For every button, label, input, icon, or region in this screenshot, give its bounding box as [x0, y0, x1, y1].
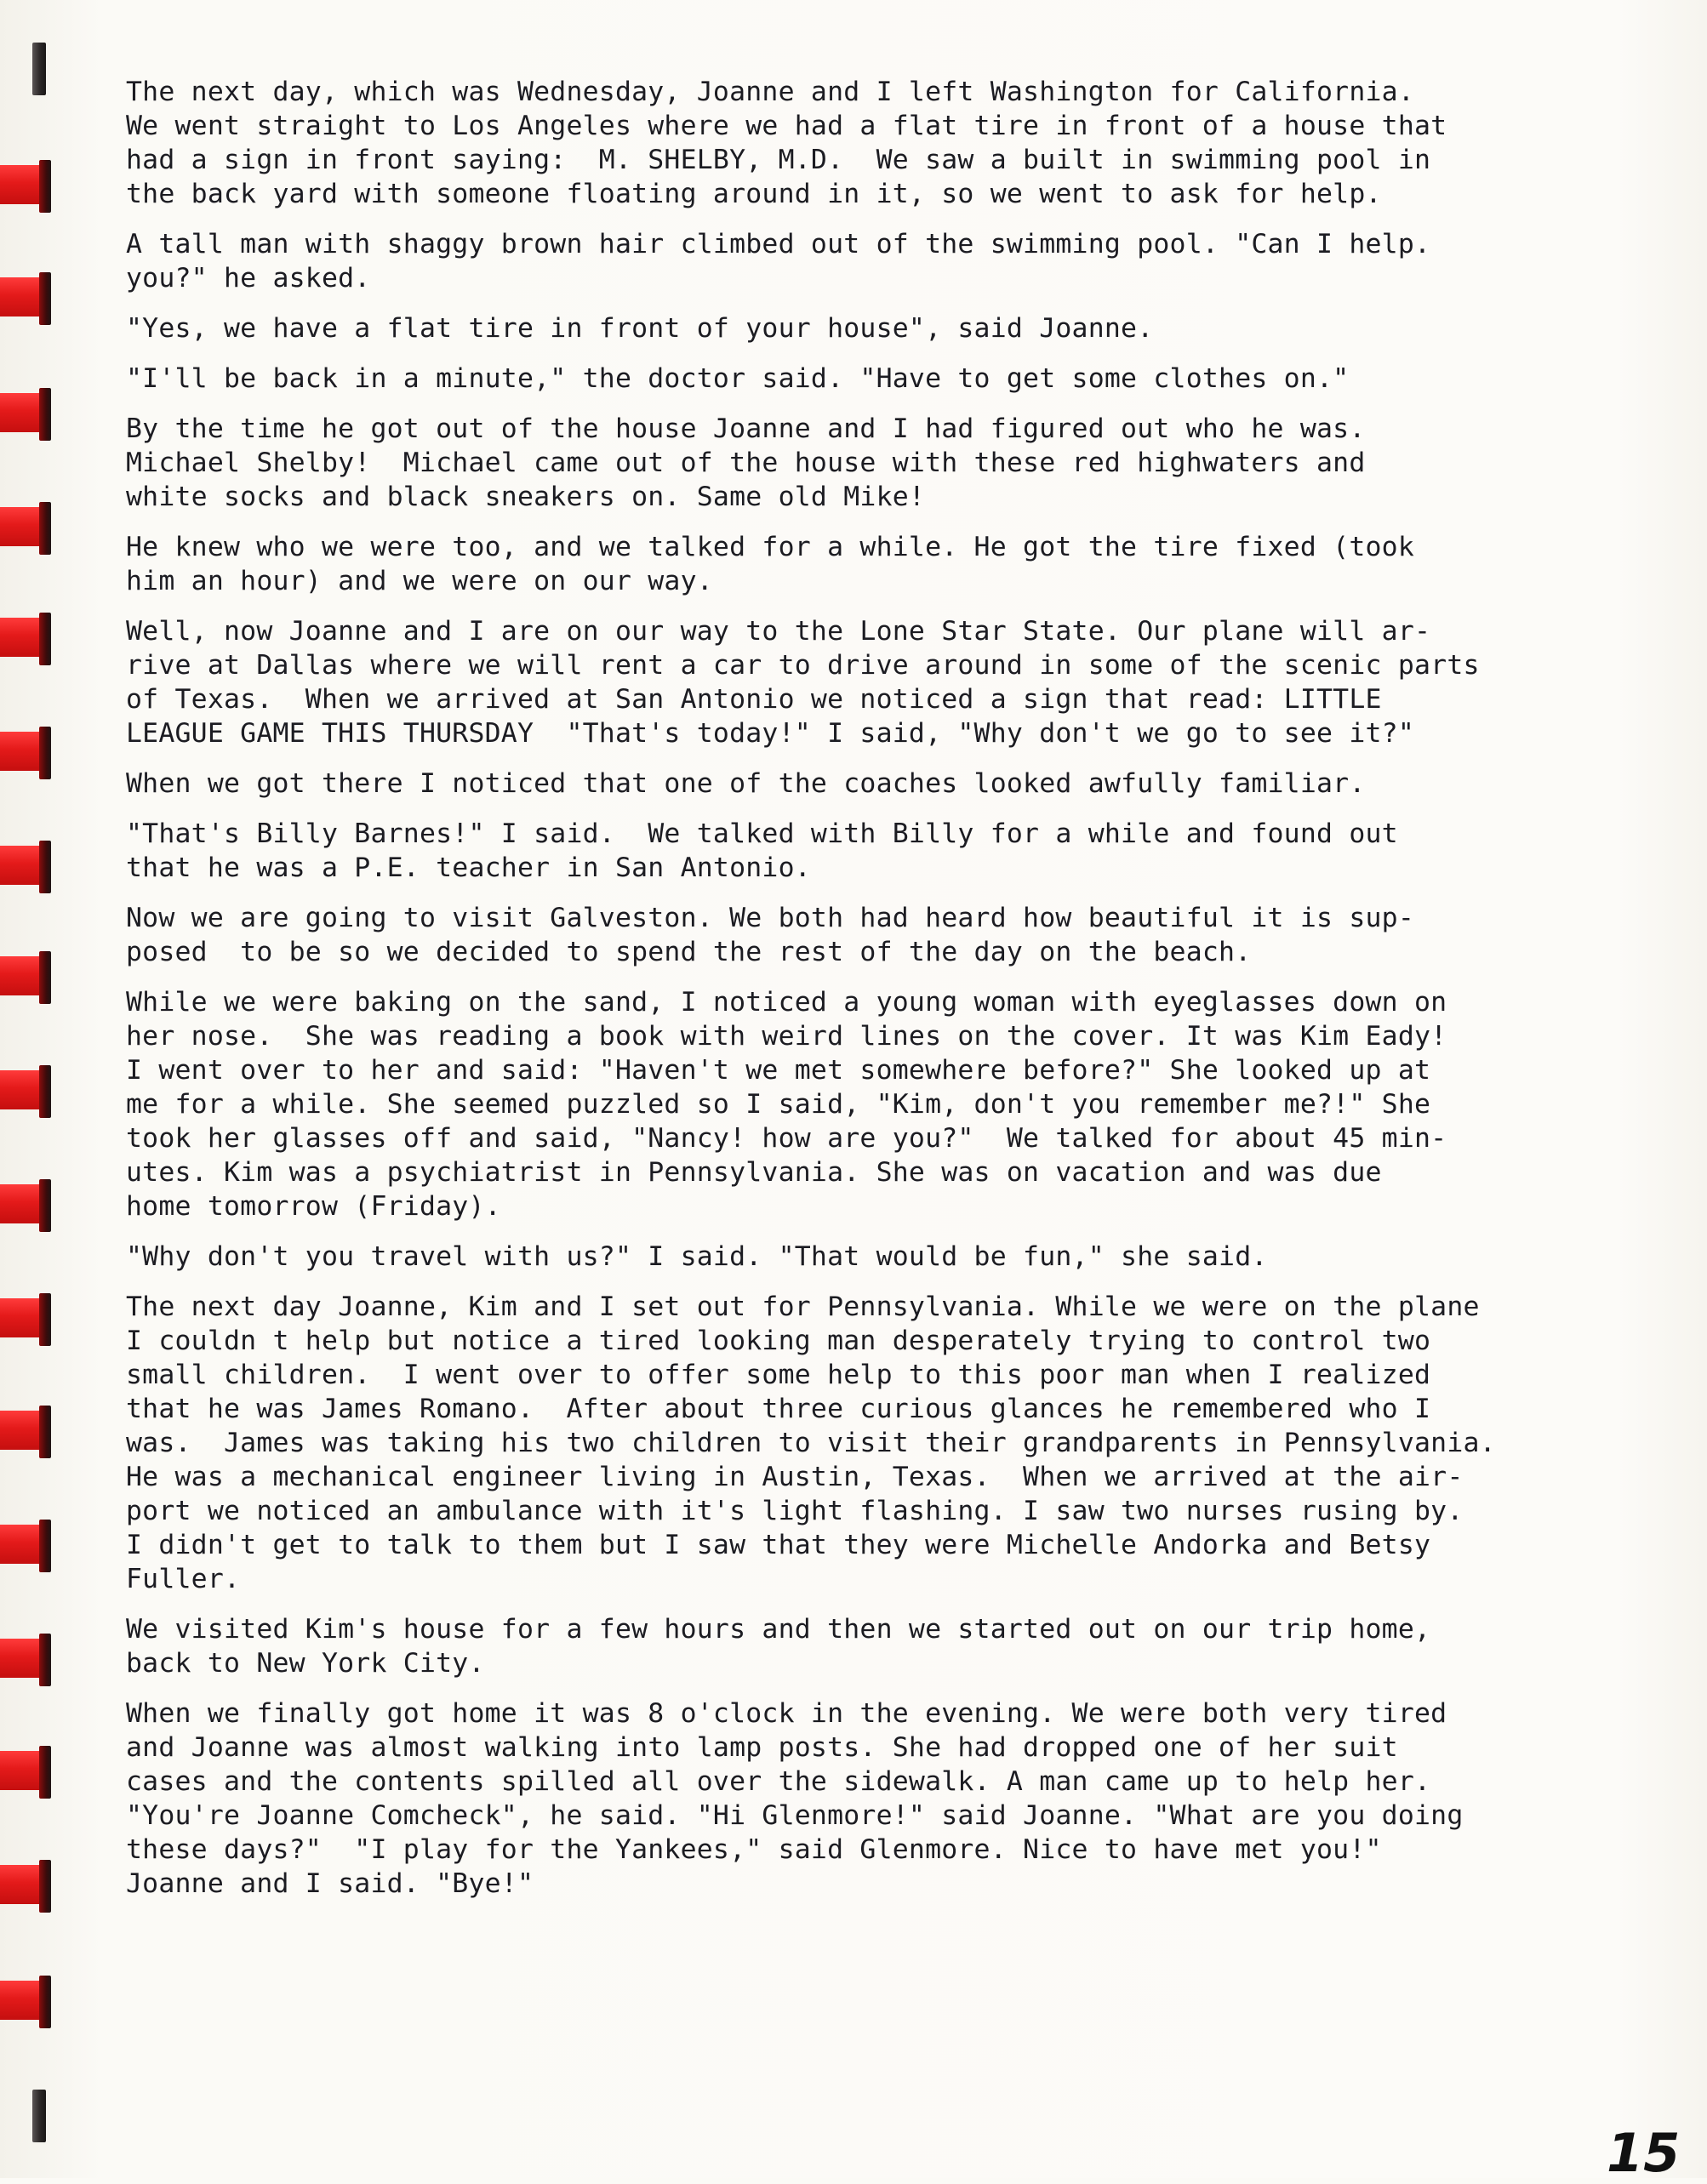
binding-ring: [0, 502, 56, 555]
binding-ring: [0, 1293, 56, 1346]
binding-ring: [0, 43, 56, 95]
paragraph: We visited Kim's house for a few hours and then we started out on our trip home, back to New York City.: [126, 1614, 1431, 1679]
paragraph: A tall man with shaggy brown hair climbed out of the swimming pool. "Can I help. you?" he asked.: [126, 229, 1431, 294]
paragraph: When we got there I noticed that one of the coaches looked awfully familiar.: [126, 768, 1366, 799]
comb-binding: [0, 0, 68, 2178]
binding-ring: [0, 951, 56, 1004]
binding-ring: [0, 272, 56, 325]
paragraph: "That's Billy Barnes!" I said. We talked with Billy for a while and found out that he was a P.E. teacher in San Antonio.: [126, 818, 1398, 883]
binding-ring: [0, 1520, 56, 1572]
paragraph: The next day, which was Wednesday, Joanne and I left Washington for California. We went straight to Los Angeles where we had a flat tire in front of a house that had a sign in front saying: M. SHELBY, M.D. We saw a built in swimming pool in the back yard with someone floating around in it, so we went to ask for help.: [126, 77, 1447, 209]
binding-ring: [0, 2090, 56, 2142]
paragraph: Now we are going to visit Galveston. We both had heard how beautiful it is sup- posed to be so we decided to spend the rest of the day on the beach.: [126, 903, 1415, 967]
binding-ring: [0, 388, 56, 441]
paragraph: He knew who we were too, and we talked for a while. He got the tire fixed (took him an hour) and we were on our way.: [126, 532, 1415, 596]
paragraph: By the time he got out of the house Joanne and I had figured out who he was. Michael Shelby! Michael came out of the house with these red highwaters and white socks and black sneakers on. Same old Mike!: [126, 413, 1366, 512]
page-number: 15: [1607, 2122, 1681, 2184]
binding-ring: [0, 1860, 56, 1913]
paragraph: "Yes, we have a flat tire in front of your house", said Joanne.: [126, 313, 1154, 344]
binding-ring: [0, 727, 56, 779]
binding-ring: [0, 1976, 56, 2028]
binding-ring: [0, 1634, 56, 1686]
binding-ring: [0, 613, 56, 665]
paragraph: When we finally got home it was 8 o'clock in the evening. We were both very tired and Joanne was almost walking into lamp posts. She had dropped one of her suit cases and the contents spilled all over the sidewalk. A man came up to help her. "You're Joanne Comcheck", he said. "Hi Glenmore!" said Joanne. "What are you doing these days?" "I play for the Yankees," said Glenmore. Nice to have met you!" Joanne and I said. "Bye!": [126, 1698, 1464, 1899]
paragraph: The next day Joanne, Kim and I set out for Pennsylvania. While we were on the plane I couldn t help but notice a tired looking man desperately trying to control two small children. I went over to offer some help to this poor man when I realized that he was James Romano. After about three curious glances he remembered who I was. James was taking his two children to visit their grandparents in Pennsylvania. He was a mechanical engineer living in Austin, Texas. When we arrived at the air- port we noticed an ambulance with it's light flashing. I saw two nurses rusing by. I didn't get to talk to them but I saw that they were Michelle Andorka and Betsy Fuller.: [126, 1292, 1496, 1594]
binding-ring: [0, 1406, 56, 1458]
paragraph: While we were baking on the sand, I noticed a young woman with eyeglasses down on her nose. She was reading a book with weird lines on the cover. It was Kim Eady! I went over to her and said: "Haven't we met somewhere before?" She looked up at me for a while. She seemed puzzled so I said, "Kim, don't you remember me?!" She took her glasses off and said, "Nancy! how are you?" We talked for about 45 min- utes. Kim was a psychiatrist in Pennsylvania. She was on vacation and was due home tomorrow (Friday).: [126, 987, 1447, 1222]
binding-ring: [0, 1065, 56, 1118]
typed-text-body: [126, 75, 1658, 1917]
binding-ring: [0, 841, 56, 893]
binding-ring: [0, 1746, 56, 1799]
binding-ring: [0, 160, 56, 213]
paragraph: Well, now Joanne and I are on our way to the Lone Star State. Our plane will ar- rive at Dallas where we will rent a car to drive around in some of the scenic parts of Texas. When we arrived at San Antonio we noticed a sign that read: LITTLE LEAGUE GAME THIS THURSDAY "That's today!" I said, "Why don't we go to see it?": [126, 616, 1480, 749]
paragraph: "Why don't you travel with us?" I said. "That would be fun," she said.: [126, 1241, 1268, 1272]
binding-ring: [0, 1179, 56, 1232]
paragraph: "I'll be back in a minute," the doctor said. "Have to get some clothes on.": [126, 363, 1350, 394]
